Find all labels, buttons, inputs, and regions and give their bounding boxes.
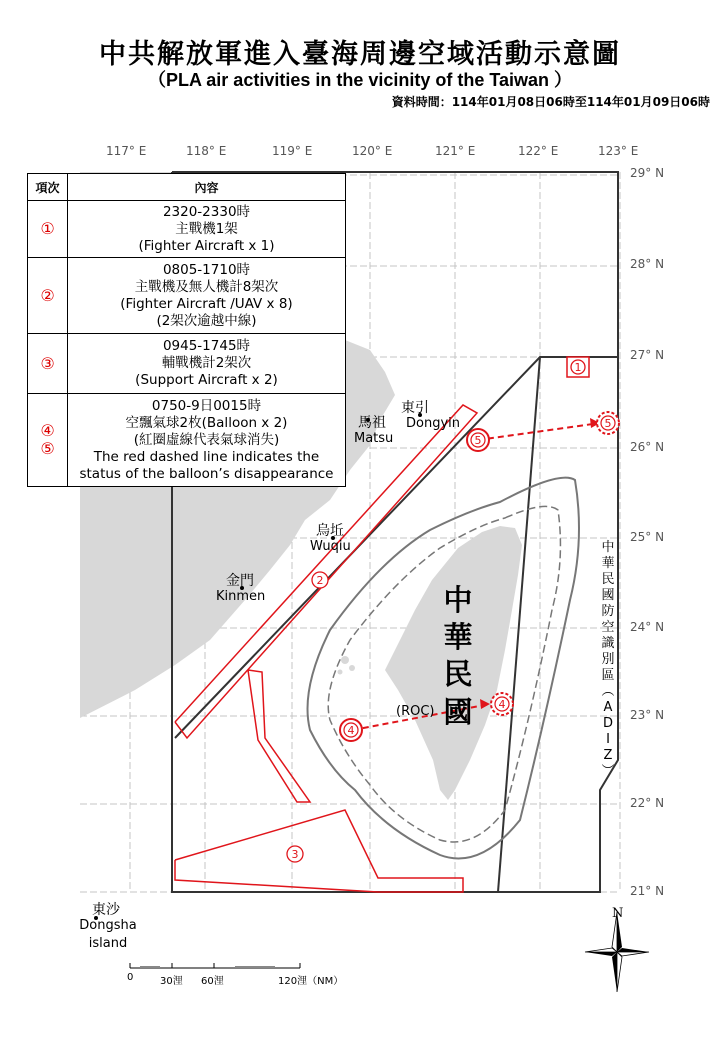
compass-rose-icon bbox=[585, 912, 649, 992]
legend-row bbox=[28, 394, 346, 487]
legend-row bbox=[28, 201, 346, 258]
lat-27: 27° N bbox=[630, 348, 665, 362]
page-title: 中共解放軍進入臺海周邊空域活動示意圖 bbox=[99, 39, 621, 70]
lon-121: 121° E bbox=[435, 144, 476, 158]
lat-25: 25° N bbox=[630, 530, 665, 544]
legend-table bbox=[27, 173, 346, 487]
balloon-5-origin-number: 5 bbox=[474, 434, 482, 447]
marker-2-number: 2 bbox=[316, 574, 324, 587]
lat-24: 24° N bbox=[630, 620, 665, 634]
balloon-4-origin-number: 4 bbox=[347, 724, 355, 737]
lat-22: 22° N bbox=[630, 796, 665, 810]
lat-23: 23° N bbox=[630, 708, 665, 722]
matsu-label-zh: 馬祖 bbox=[358, 415, 386, 431]
lat-29: 29° N bbox=[630, 166, 665, 180]
lon-123: 123° E bbox=[598, 144, 639, 158]
legend-row-1-number: ① bbox=[28, 201, 68, 258]
penghu-islands bbox=[338, 656, 356, 675]
kinmen-label-en: Kinmen bbox=[216, 589, 266, 604]
scale-label-0: 0 bbox=[127, 972, 134, 983]
lon-120: 120° E bbox=[352, 144, 393, 158]
legend-row bbox=[28, 334, 346, 394]
roc-char-2: 華 bbox=[443, 620, 473, 654]
wuqiu-label-zh: 烏坵 bbox=[316, 523, 344, 539]
scale-label-60: 60浬 bbox=[201, 976, 224, 987]
dongsha-label-zh: 東沙 bbox=[92, 902, 120, 918]
lon-118: 118° E bbox=[186, 144, 227, 158]
balloon-5-track bbox=[478, 423, 600, 440]
dongsha-label-en2: island bbox=[88, 936, 128, 951]
scale-label-120: 120浬（NM） bbox=[278, 976, 344, 987]
route-2-south bbox=[248, 670, 310, 802]
legend-row-4-number: ④ ⑤ bbox=[28, 394, 68, 487]
matsu-label-en: Matsu bbox=[354, 431, 394, 446]
legend-row-1-content: 2320-2330時 主戰機1架 (Fighter Aircraft x 1) bbox=[68, 201, 346, 258]
lat-26: 26° N bbox=[630, 440, 665, 454]
dongyin-label-en: Dongyin bbox=[406, 416, 460, 431]
page-subtitle: （PLA air activities in the vicinity of the Taiwan ） bbox=[147, 70, 573, 90]
lat-28: 28° N bbox=[630, 257, 665, 271]
roc-char-4: 國 bbox=[443, 695, 473, 729]
scale-label-30: 30浬 bbox=[160, 976, 183, 987]
roc-char-1: 中 bbox=[443, 583, 473, 617]
kinmen-label-zh: 金門 bbox=[226, 573, 254, 589]
compass-north-label: N bbox=[612, 906, 624, 921]
legend-row bbox=[28, 258, 346, 334]
balloon-4-end-number: 4 bbox=[498, 698, 506, 711]
dongsha-label-en: Dongsha bbox=[79, 918, 137, 933]
lon-122: 122° E bbox=[518, 144, 559, 158]
legend-header-item: 項次 bbox=[28, 174, 68, 201]
lon-117: 117° E bbox=[106, 144, 147, 158]
legend-row-3-content: 0945-1745時 輔戰機計2架次 (Support Aircraft x 2) bbox=[68, 334, 346, 394]
legend-row-4-content: 0750-9日0015時 空飄氣球2枚(Balloon x 2) (紅圈虛線代表氣球消失) The red dashed line indicates the status of the balloon’s disappearance bbox=[68, 394, 346, 487]
route-3-area bbox=[175, 810, 463, 892]
legend-row-2-content: 0805-1710時 主戰機及無人機計8架次 (Fighter Aircraft /UAV x 8) (2架次逾越中線) bbox=[68, 258, 346, 334]
roc-char-3: 民 bbox=[443, 657, 473, 691]
legend-row-2-number: ② bbox=[28, 258, 68, 334]
marker-1-number: 1 bbox=[574, 361, 582, 374]
lon-119: 119° E bbox=[272, 144, 313, 158]
wuqiu-label-en: Wuqiu bbox=[310, 539, 351, 554]
legend-header-content: 內容 bbox=[68, 174, 346, 201]
scale-bar bbox=[130, 963, 300, 968]
lat-21: 21° N bbox=[630, 884, 665, 898]
roc-label-en: (ROC) bbox=[396, 704, 435, 719]
legend-row-3-number: ③ bbox=[28, 334, 68, 394]
dongyin-label-zh: 東引 bbox=[401, 400, 429, 416]
adiz-label: 中 華 民 國 防 空 識 別 區 ︵ A D I Z ︶ bbox=[601, 540, 615, 779]
balloon-5-end-number: 5 bbox=[604, 417, 612, 430]
marker-3-number: 3 bbox=[291, 848, 299, 861]
data-period: 資料時間：114年01月08日06時至114年01月09日06時 bbox=[391, 95, 710, 109]
